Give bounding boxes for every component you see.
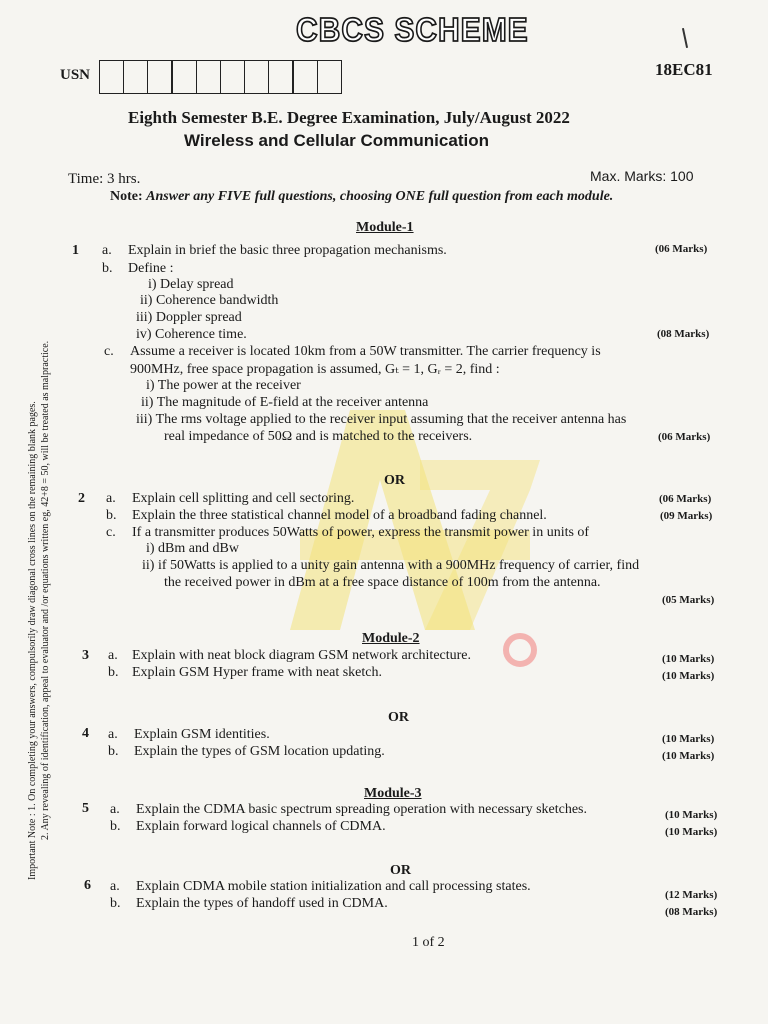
pen-mark [682,28,688,48]
marks-label: (10 Marks) [662,733,715,745]
question-text: Assume a receiver is located 10km from a 50W transmitter. The carrier frequency is [130,344,601,359]
question-text: Explain forward logical channels of CDMA. [136,819,386,834]
question-text: If a transmitter produces 50Watts of power, express the transmit power in units of [132,525,590,540]
question-text: Explain the types of handoff used in CDMA. [136,896,388,911]
max-marks: Max. Marks: 100 [590,168,694,184]
usn-box[interactable] [99,60,125,94]
part-label: c. [106,525,116,540]
marks-label: (08 Marks) [657,328,710,340]
sub-item: real impedance of 50Ω and is matched to the receivers. [164,429,473,444]
scheme-title: CBCS SCHEME [296,12,529,49]
or-divider: OR [390,863,411,878]
usn-box[interactable] [244,60,270,94]
question-number: 5 [82,801,89,816]
marks-label: (12 Marks) [665,889,718,901]
question-number: 3 [82,648,89,663]
usn-box[interactable] [147,60,173,94]
marks-label: (10 Marks) [662,750,715,762]
part-label: b. [106,508,117,523]
side-note-line1: Important Note : 1. On completing your answers, compulsorily draw diagonal cross lines on the remaining blank pages. [27,401,38,880]
subject-title: Wireless and Cellular Communication [184,131,489,150]
sub-item: i) dBm and dBw [146,541,239,556]
question-text: Explain CDMA mobile station initialization and call processing states. [136,879,531,894]
side-important-note [26,200,52,880]
sub-item: the received power in dBm at a free space distance of 100m from the antenna. [164,575,601,590]
note-text: Answer any FIVE full questions, choosing ONE full question from each module. [146,189,614,204]
sub-item: ii) Coherence bandwidth [140,293,279,308]
part-label: b. [108,665,119,680]
question-text: Explain cell splitting and cell sectoring. [132,491,355,506]
sub-item: iii) Doppler spread [136,310,242,325]
part-label: a. [108,648,118,663]
sub-item: i) The power at the receiver [146,378,301,393]
usn-box[interactable] [196,60,222,94]
part-label: a. [108,727,118,742]
question-text: Explain GSM Hyper frame with neat sketch. [132,665,382,680]
or-divider: OR [384,473,405,488]
paper-code: 18EC81 [655,60,713,79]
part-label: b. [110,896,121,911]
usn-box[interactable] [268,60,294,94]
question-text: Define : [128,261,174,276]
marks-label: (10 Marks) [665,809,718,821]
usn-label: USN [60,67,91,83]
marks-label: (10 Marks) [662,653,715,665]
module-1-heading: Module-1 [356,220,414,235]
marks-label: (06 Marks) [658,431,711,443]
question-text: Explain the CDMA basic spectrum spreading operation with necessary sketches. [136,802,587,817]
sub-item: ii) The magnitude of E-field at the receiver antenna [141,395,429,410]
question-text: Explain the three statistical channel model of a broadband fading channel. [132,508,547,523]
question-text: Explain with neat block diagram GSM network architecture. [132,648,472,663]
or-divider: OR [388,710,409,725]
sub-item: i) Delay spread [148,277,234,292]
exam-title: Eighth Semester B.E. Degree Examination, July/August 2022 [128,108,570,127]
page-number: 1 of 2 [412,935,445,950]
sub-item: ii) if 50Watts is applied to a unity gain antenna with a 900MHz frequency of carrier, find [142,558,640,573]
question-text: Explain GSM identities. [134,727,270,742]
note-label: Note: [110,189,143,204]
question-number: 2 [78,491,85,506]
time-allowed: Time: 3 hrs. [68,171,141,187]
question-number: 1 [72,243,79,258]
marks-label: (08 Marks) [665,906,718,918]
part-label: a. [106,491,116,506]
part-label: b. [110,819,121,834]
usn-box[interactable] [292,60,318,94]
marks-label: (10 Marks) [665,826,718,838]
usn-box[interactable] [317,60,343,94]
part-label: a. [102,243,112,258]
question-text: 900MHz, free space propagation is assumed, Gₜ = 1, Gᵣ = 2, find : [130,362,500,377]
part-label: a. [110,802,120,817]
module-3-heading: Module-3 [364,786,422,801]
usn-box[interactable] [220,60,246,94]
module-2-heading: Module-2 [362,631,420,646]
question-number: 4 [82,726,89,741]
question-number: 6 [84,878,91,893]
instruction-note [110,189,613,205]
part-label: a. [110,879,120,894]
usn-box[interactable] [123,60,149,94]
question-text: Explain in brief the basic three propagation mechanisms. [128,243,447,258]
marks-label: (06 Marks) [655,243,708,255]
marks-label: (09 Marks) [660,510,713,522]
marks-label: (05 Marks) [662,594,715,606]
marks-label: (06 Marks) [659,493,712,505]
part-label: b. [102,261,113,276]
part-label: c. [104,344,114,359]
usn-box[interactable] [171,60,197,94]
sub-item: iii) The rms voltage applied to the receiver input assuming that the receiver antenna has [136,412,627,427]
sub-item: iv) Coherence time. [136,327,247,342]
part-label: b. [108,744,119,759]
usn-boxes[interactable] [100,60,342,94]
marks-label: (10 Marks) [662,670,715,682]
question-text: Explain the types of GSM location updating. [134,744,385,759]
side-note-line2: 2. Any revealing of identification, appeal to evaluator and /or equations written eg, 42+8 = 50, will be treated as malpractice. [40,340,51,840]
